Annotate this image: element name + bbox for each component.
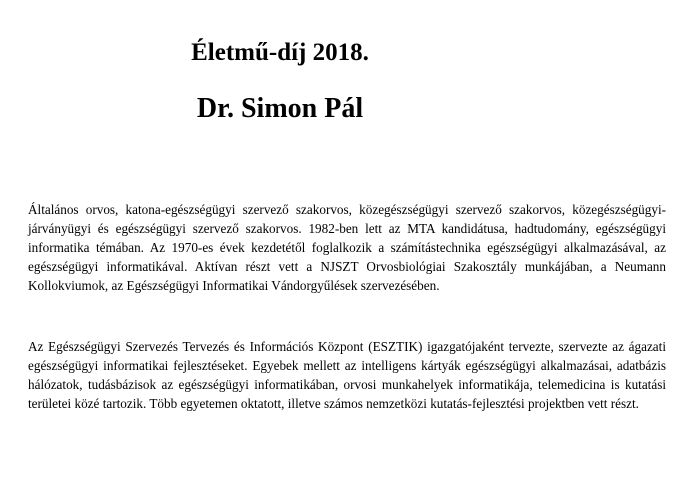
- person-name: Dr. Simon Pál: [196, 93, 364, 124]
- biography-paragraph-2: Az Egészségügyi Szervezés Tervezés és Információs Központ (ESZTIK) igazgatójaként tervezte, szervezte az ágazati egészségügyi informatikai fejlesztéseket. Egyebek mellett az intelligens kártyák egészségügyi alkalmazásai, adatbázis hálózatok, tudásbázisok az egészségügyi informatikában, orvosi munkahelyek informatikája, telemedicina is kutatási területei közé tartozik. Több egyetemen oktatott, illetve számos nemzetközi kutatás-fejlesztési projektben vett részt.: [28, 339, 666, 411]
- award-title: Életmű-díj 2018.: [191, 39, 369, 66]
- biography-paragraph-1: Általános orvos, katona-egészségügyi szervező szakorvos, közegészségügyi szervező szakorvos, közegészségügyi-járványügyi és egészségügyi szervező szakorvos. 1982-ben lett az MTA kandidátusa, hadtudomány, egészségügyi informatika témában. Az 1970-es évek kezdetétől foglalkozik a számítástechnika egészségügyi alkalmazásával, az egészségügyi informatikával. Aktívan részt vett a NJSZT Orvosbiológiai Szakosztály munkájában, a Neumann Kollokviumok, az Egészségügyi Informatikai Vándorgyűlések szervezésében.: [28, 202, 666, 293]
